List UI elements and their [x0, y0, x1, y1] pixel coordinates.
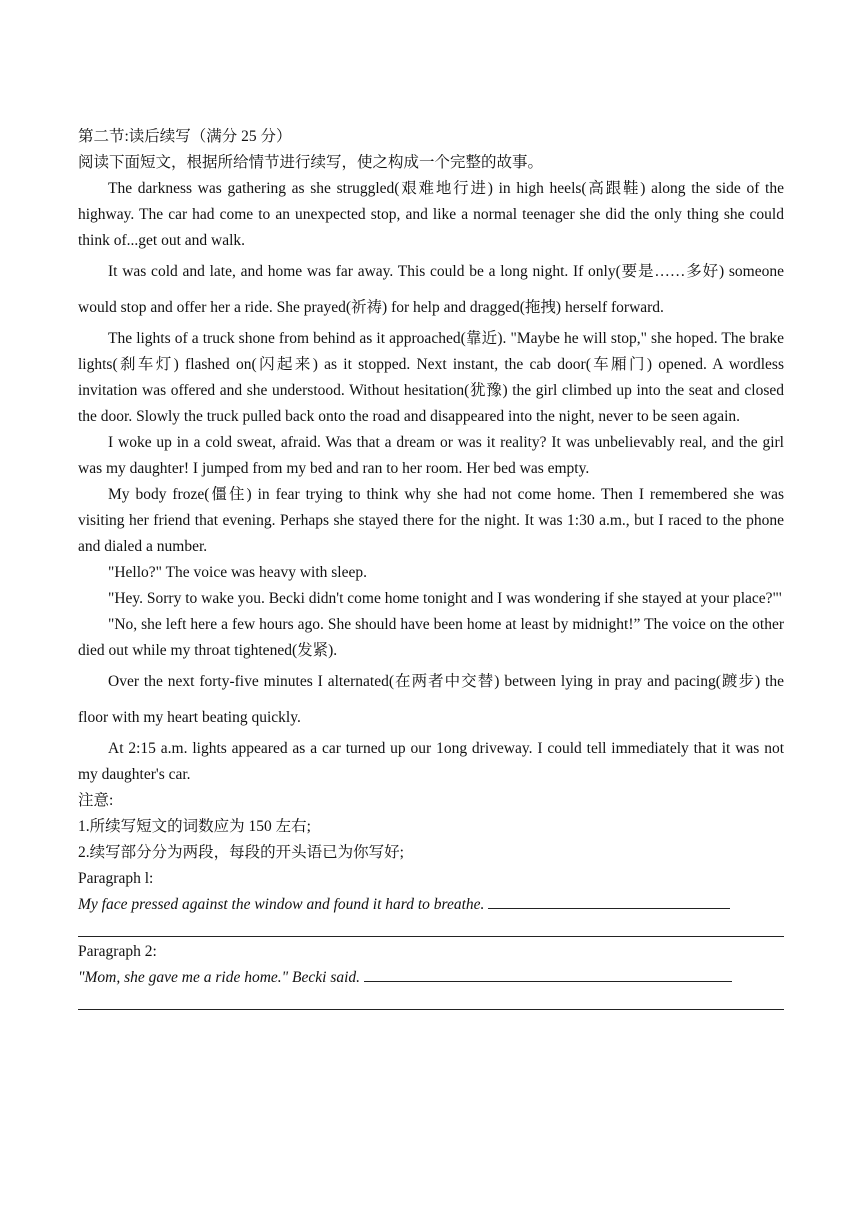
writing-line[interactable] — [78, 918, 784, 937]
writing-blank[interactable] — [488, 892, 730, 909]
story-paragraph-7: "Hey. Sorry to wake you. Becki didn't come home tonight and I was wondering if she stayed at your place?"' — [108, 590, 782, 607]
story-paragraph-8: "No, she left here a few hours ago. She should have been home at least by midnight!” The voice on the other died out while my throat tightened(发紧). — [78, 616, 784, 659]
paragraph-1-prompt — [78, 892, 784, 918]
story-paragraph-2: It was cold and late, and home was far away. This could be a long night. If only(要是……多好) someone would stop and offer her a ride. She prayed(祈祷) for help and dragged(拖拽) herself forward. — [78, 263, 784, 316]
writing-blank[interactable] — [364, 965, 732, 982]
story-paragraph-4: I woke up in a cold sweat, afraid. Was that a dream or was it reality? It was unbelievably real, and the girl was my daughter! I jumped from my bed and ran to her room. Her bed was empty. — [78, 434, 784, 477]
note-item: 2.续写部分分为两段，每段的开头语已为你写好; — [78, 844, 404, 861]
story-paragraph-1: The darkness was gathering as she struggled(艰难地行进) in high heels(高跟鞋) along the side of the highway. The car had come to an unexpected stop, and like a normal teenager she did the only thing she could think of...get out and walk. — [78, 180, 784, 249]
story-paragraph-6: "Hello?" The voice was heavy with sleep. — [108, 564, 367, 581]
paragraph-1-opening: My face pressed against the window and found it hard to breathe. — [78, 896, 485, 913]
paragraph-1-label: Paragraph l: — [78, 870, 154, 887]
paragraph-2-label: Paragraph 2: — [78, 943, 157, 960]
writing-line[interactable] — [78, 991, 784, 1010]
exam-page — [78, 124, 784, 1012]
section-heading: 第二节:读后续写（满分 25 分） — [78, 128, 292, 145]
paragraph-2-opening: "Mom, she gave me a ride home." Becki said. — [78, 969, 361, 986]
paragraph-2-prompt — [78, 965, 784, 991]
notes-title: 注意: — [78, 792, 114, 809]
story-paragraph-10: At 2:15 a.m. lights appeared as a car turned up our 1ong driveway. I could tell immediately that it was not my daughter's car. — [78, 740, 784, 783]
note-item: 1.所续写短文的词数应为 150 左右; — [78, 818, 311, 835]
story-paragraph-3: The lights of a truck shone from behind as it approached(靠近). "Maybe he will stop," she hoped. The brake lights(刹车灯) flashed on(闪起来) as it stopped. Next instant, the cab door(车厢门) opened. A wordless invitation was offered and she understood. Without hesitation(犹豫) the girl climbed up into the seat and closed the door. Slowly the truck pulled back onto the road and disappeared into the night, never to be seen again. — [78, 330, 784, 425]
story-paragraph-9: Over the next forty-five minutes I alternated(在两者中交替) between lying in pray and pacing(踱步) the floor with my heart beating quickly. — [78, 673, 784, 726]
story-paragraph-5: My body froze(僵住) in fear trying to think why she had not come home. Then I remembered she was visiting her friend that evening. Perhaps she stayed there for the night. It was 1:30 a.m., but I raced to the phone and dialed a number. — [78, 486, 784, 555]
instruction-text: 阅读下面短文，根据所给情节进行续写，使之构成一个完整的故事。 — [78, 154, 544, 171]
